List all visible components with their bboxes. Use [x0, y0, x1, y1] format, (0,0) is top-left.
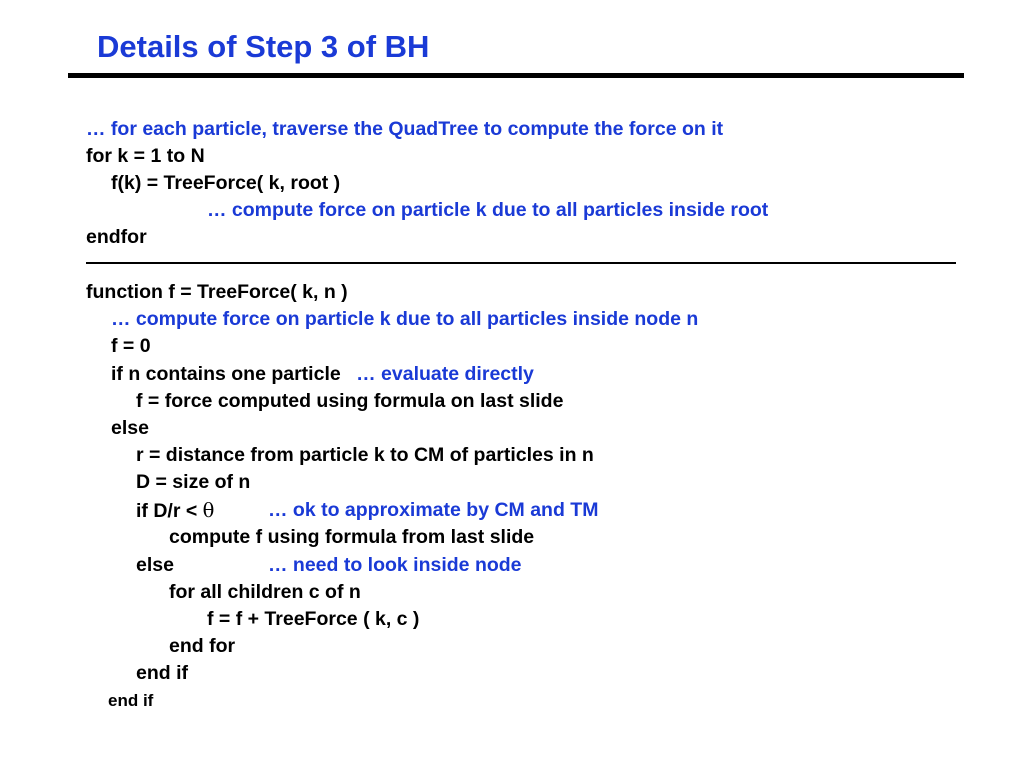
loop-comment: … for each particle, traverse the QuadTree to compute the force on it: [86, 118, 724, 140]
slide-title: Details of Step 3 of BH: [97, 29, 430, 64]
if-dr-text: if D/r <: [136, 500, 198, 522]
tree-force-call-comment: … compute force on particle k due to all particles inside root: [207, 199, 769, 221]
function-comment: … compute force on particle k due to all particles inside node n: [111, 308, 699, 330]
if-one-particle-comment: … evaluate directly: [356, 363, 534, 385]
for-children-line: for all children c of n: [169, 581, 361, 603]
section-divider: [86, 262, 956, 264]
function-signature: function f = TreeForce( k, n ): [86, 281, 348, 303]
if-one-particle-text: if n contains one particle: [111, 363, 341, 385]
title-underline: [68, 73, 964, 78]
else-inner-comment: … need to look inside node: [268, 554, 522, 576]
end-for-line: end for: [169, 635, 236, 657]
if-one-particle-line: [111, 365, 534, 385]
theta-symbol: θ: [202, 499, 215, 522]
direct-force-line: f = force computed using formula on last slide: [136, 390, 564, 412]
distance-line: r = distance from particle k to CM of particles in n: [136, 444, 594, 466]
end-if-inner-line: end if: [136, 662, 188, 684]
tree-force-call-line: f(k) = TreeForce( k, root ): [111, 172, 341, 194]
else-line: else: [111, 417, 149, 439]
size-line: D = size of n: [136, 471, 251, 493]
compute-approx-line: compute f using formula from last slide: [169, 526, 535, 548]
end-if-outer-line: end if: [108, 691, 154, 710]
if-dr-line: [136, 501, 214, 522]
endfor-line: endfor: [86, 226, 147, 248]
else-inner-line: else: [136, 554, 174, 576]
if-dr-comment: … ok to approximate by CM and TM: [268, 499, 599, 521]
recurse-line: f = f + TreeForce ( k, c ): [207, 608, 420, 630]
for-loop-line: for k = 1 to N: [86, 145, 205, 167]
init-line: f = 0: [111, 335, 151, 357]
